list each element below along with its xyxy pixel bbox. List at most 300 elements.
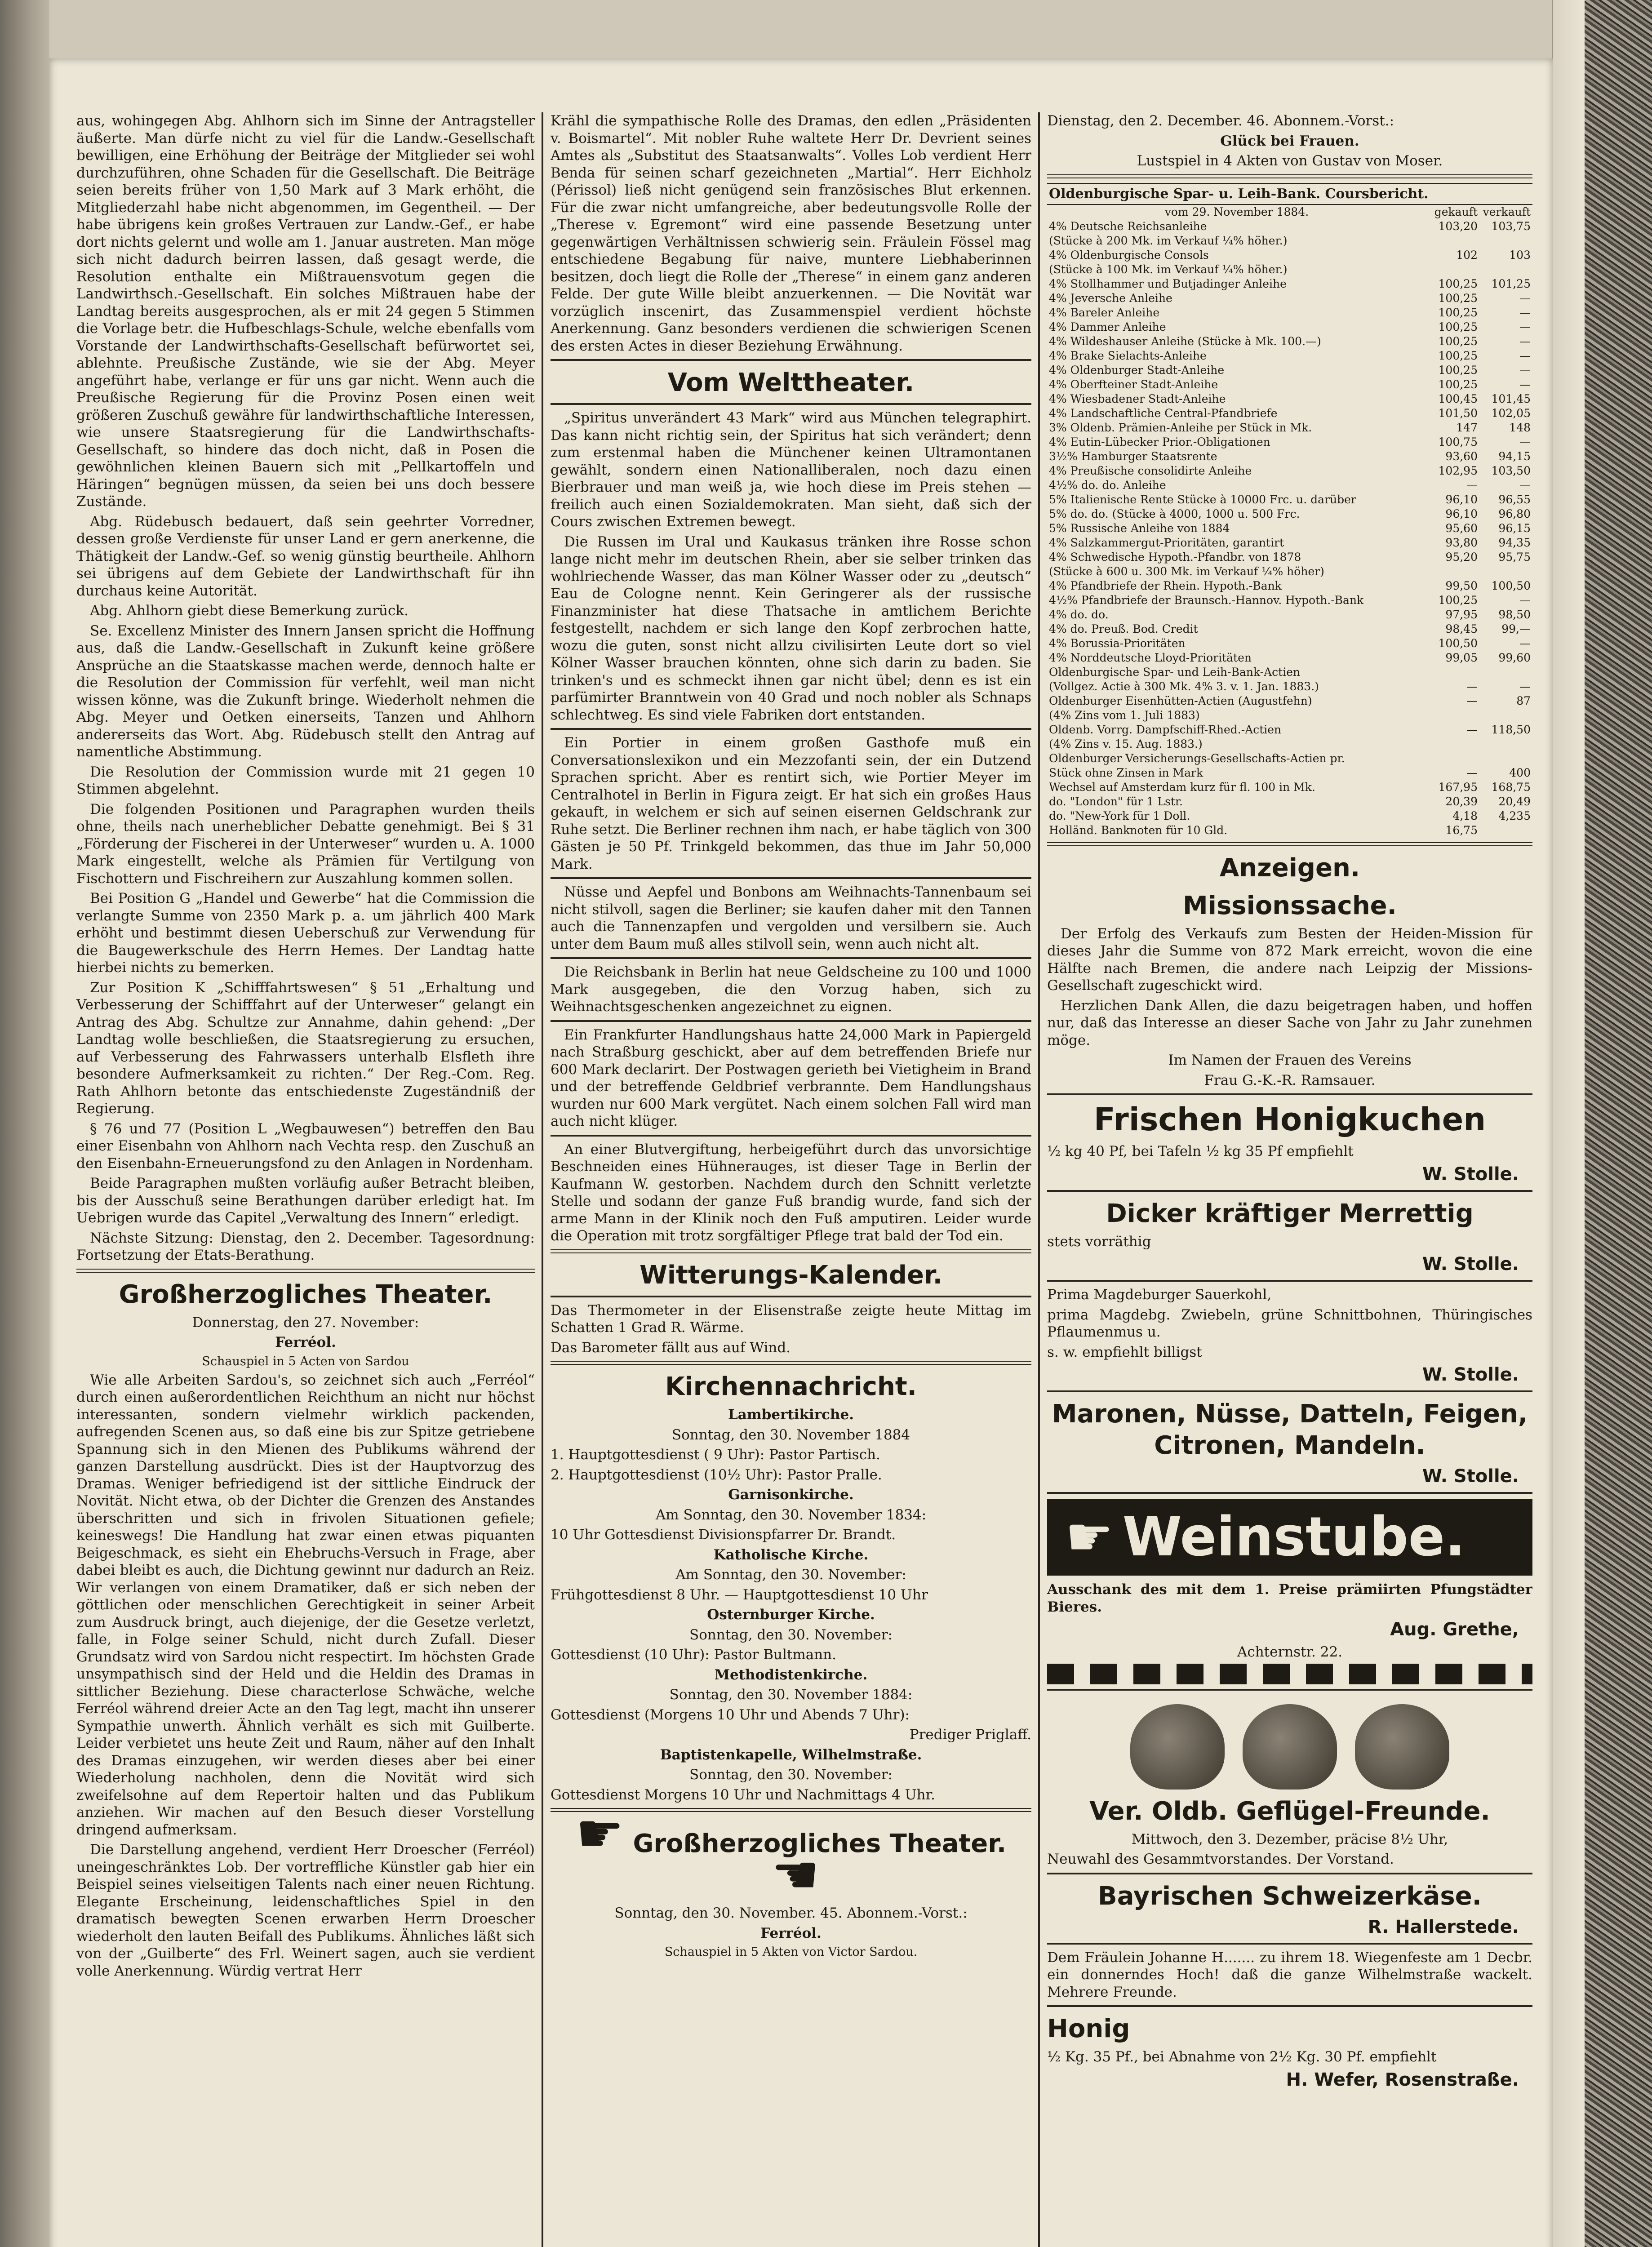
kurs-row [1047,421,1532,435]
kurs-row [1047,234,1532,248]
kurs-row [1047,550,1532,564]
section-divider [1047,1873,1532,1874]
kurs-bought [1426,708,1479,723]
kurs-sold: — [1519,679,1531,693]
kurs-sold: — [1519,349,1531,362]
church-line: Prediger Priglaff. [909,1727,1031,1743]
kurs-sold: 98,50 [1498,608,1531,621]
kurs-sold: 100,50 [1491,579,1531,592]
kurs-security: 4% Borussia-Prioritäten [1049,636,1186,650]
kurs-row [1047,478,1532,493]
kurs-row [1047,694,1532,708]
sauerkohl-line: Prima Magdeburger Sauerkohl, [1047,1287,1272,1303]
theater2-play: Ferréol. [760,1925,822,1941]
sauerkohl-sig: W. Stolle. [1422,1364,1519,1385]
paragraph: Die Russen im Ural und Kaukasus tränken ihre Rosse schon lange nicht mehr im deutschen Rhein, aber sie selber trinken das wohlriechende Wasser, das man Kölner Wasser oder zu „deutsch“ Eau de Cologne nennt. Kein Geringerer als der russische Finanzminister hat diese Thatsache in amtlichem Berichte festgestellt, nachdem er sich lange den Kopf zerbrochen hatte, wozu die guten, sonst nicht allzu civilisirten Leute dort so viel Kölner Wasser brauchen könnten, ohne sich darin zu baden. Sie trinken's und es schmeckt ihnen gar nicht übel; denn es ist ein parfümirter Branntwein von 40 Grad und noch nobler als Schnaps schlechtweg. Es sind viele Fabriken dort entstanden. [551,533,1031,723]
kurs-row [1047,493,1532,507]
kirchen-heading: Kirchennachricht. [665,1372,917,1401]
kurs-sold: 96,15 [1498,521,1531,535]
kurs-bought: 167,95 [1438,780,1478,794]
kurs-bought: 100,25 [1438,320,1478,333]
kurs-sold [1479,665,1532,679]
section-divider [551,728,1031,730]
kurs-sold: 99,60 [1498,651,1531,664]
kurs-security: 4% Pfandbriefe der Rhein. Hypoth.-Bank [1049,579,1282,592]
church-name: Methodistenkirche. [714,1666,868,1683]
kurs-row [1047,679,1532,694]
kurs-row [1047,780,1532,795]
kurs-security: (Stücke à 600 u. 300 Mk. im Verkauf ¼% höher) [1049,564,1324,578]
kurs-row [1047,737,1532,751]
kurs-sold: — [1519,306,1531,319]
theater-date: Donnerstag, den 27. November: [192,1314,419,1331]
gefluegel-line: Mittwoch, den 3. Dezember, präcise 8½ Uhr, [1131,1831,1448,1847]
kurs-security: 4% Oldenburger Stadt-Anleihe [1049,363,1225,377]
kurs-security: Holländ. Banknoten für 10 Gld. [1049,823,1228,837]
rooster-icon [1130,1704,1225,1790]
weinstube-sig: Aug. Grethe, [1390,1619,1519,1640]
gefluegel-line: Neuwahl des Gesammtvorstandes. Der Vorstand. [1047,1851,1394,1867]
kurs-security: 4% Salzkammergut-Prioritäten, garantirt [1049,536,1284,549]
section-divider [1047,2005,1532,2007]
paragraph: Ein Portier in einem großen Gasthofe muß ein Conversationslexikon und ein Mezzofanti sein, der ein Dutzend Sprachen spricht. Aber es rentirt sich, wie Portier Meyer im Centralhotel in Berlin in Figura zeigt. Er hat sich ein großes Haus gekauft, in welchem er sich auf seinen eisernen Geldschrank zur Ruhe setzt. Die Berliner rechnen ihm nach, er habe täglich von 300 Gästen je 50 Pf. Trinkgeld bekommen, das thue im Jahr 50,000 Mark. [551,735,1031,872]
paragraph: Wie alle Arbeiten Sardou's, so zeichnet sich auch „Ferréol“ durch einen außerordentlichen Reichthum an nicht nur höchst interessanten, sondern vielmehr wirklich packenden, aufregenden Scenen aus, so daß eine bis zur Spitze getriebene Spannung sich in den Mienen des Publikums während der ganzen Darstellung ausdrückt. Dies ist der Hauptvorzug des Dramas. Weniger befriedigend ist der sittliche Eindruck der Novität. Nicht etwa, ob der Dichter die Grenzen des Anstandes überschritten und sich in frivolen Situationen gefiele; keineswegs! Die Handlung hat zwar einen etwas piquanten Beigeschmack, es sieht ein Ehebruchs-Versuch in Frage, aber dabei bleibt es auch, die Dichtung gewinnt nur dadurch an Reiz. Wir verlangen von einem Dramatiker, daß er sich neben der göttlichen oder menschlichen Gerechtigkeit in seiner Arbeit zum Ausdruck bringt, auch diejenige, der die Gesetze verletzt, falle, in Folge seiner Schuld, nicht durch Zufall. Dieser Grundsatz wird von Sardou nicht respectirt. Im höchsten Grade unsympathisch sind der Held und die Heldin des Dramas in sittlicher Beziehung. Diese characterlose Schwäche, welche Ferréol während dreier Acte an den Tag legt, macht ihn unserer Sympathie unwerth. Ähnlich verhält es sich mit Guilberte. Leider verbietet uns heute Zeit und Raum, näher auf den Inhalt des Dramas einzugehen, wir werden dieses aber bei einer Wiederholung nachholen, denn die Novität wird sich zweifelsohne auf dem Repertoir halten und das Publikum anziehen. Wir machen auf den Besuch dieser Vorstellung dringend aufmerksam. [76,1372,535,1838]
section-divider [1047,842,1532,846]
kurs-security: 4% Jeversche Anleihe [1049,291,1172,305]
church-name: Garnisonkirche. [728,1487,854,1503]
chick-icon [1355,1704,1449,1790]
kurs-security: Oldenburger Versicherungs-Gesellschafts-Actien pr. [1049,751,1345,765]
witterung-heading: Witterungs-Kalender. [639,1260,942,1290]
kurs-security: (Vollgez. Actie à 300 Mk. 4% 3. v. 1. Jan. 1883.) [1049,679,1319,693]
kurs-bought: 16,75 [1445,823,1478,837]
marbled-cover [1585,0,1652,2247]
section-divider [76,1269,535,1273]
kurs-bought [1426,751,1479,766]
kurs-security: 4% Stollhammer und Butjadinger Anleihe [1049,277,1287,290]
section-divider [551,359,1031,361]
maronen-sig: W. Stolle. [1422,1466,1519,1487]
kurs-row [1047,219,1532,234]
paragraph: Zur Position K „Schifffahrtswesen“ § 51 „Erhaltung und Verbesserung der Schifffahrt auf der Unterweser“ gelangt ein Antrag des Abg. Schultze zur Annahme, dahin gehend: „Der Landtag wolle beschließen, die Staatsregierung zu ersuchen, auf Verbesserung des Fahrwassers unterhalb Elsfleth ihre besondere Aufmerksamkeit zu richten.“ Der Reg.-Com. Reg. Rath Ahlhorn betonte das entschiedenste Zugeständniß der Regierung. [76,979,535,1117]
kurs-bought: 103,20 [1438,219,1478,233]
mission-heading: Missionssache. [1183,891,1397,920]
kurs-row [1047,291,1532,306]
section-divider [1047,1492,1532,1494]
paragraph: Die Resolution der Commission wurde mit 21 gegen 10 Stimmen abgelehnt. [76,764,535,797]
section-divider [1047,1689,1532,1691]
kurs-bought: 4,18 [1452,809,1478,822]
kurs-sold [1479,234,1532,248]
kurs-sold [1479,708,1532,723]
section-divider [551,1361,1031,1365]
kurs-sold: 168,75 [1491,780,1531,794]
kurs-row [1047,334,1532,349]
paragraph: Abg. Rüdebusch bedauert, daß sein geehrter Vorredner, dessen große Verdienste für unser Land er gern anerkenne, die Thätigkeit der Landw.-Gef. so wenig günstig beurtheile. Ahlhorn sei übrigens auf dem Gebiete der Landwirthschaft für ihn durchaus keine Autorität. [76,513,535,599]
kurs-col-b: verkauft [1483,205,1531,218]
kurs-row [1047,823,1532,838]
johanne-line: Dem Fräulein Johanne H....... zu ihrem 18. Wiegenfeste am 1 Decbr. ein donnerndes Hoch! daß die ganze Wilhelmstraße wackelt. Mehrere Freunde. [1047,1949,1532,2000]
kurs-bought: 100,25 [1438,363,1478,377]
sauerkohl-line: prima Magdebg. Zwiebeln, grüne Schnittbohnen, Thüringisches Pflaumenmus u. [1047,1306,1532,1340]
merrettig-sig: W. Stolle. [1422,1254,1519,1274]
kurs-bought: 96,10 [1445,507,1478,520]
kurs-security: 5% do. do. (Stücke à 4000, 1000 u. 500 Frc. [1049,507,1300,520]
kurs-table [1047,183,1532,838]
kurs-bought: 99,05 [1445,651,1478,664]
paragraph: Die Reichsbank in Berlin hat neue Geldscheine zu 100 und 1000 Mark ausgegeben, die den Vorzug haben, sich zu Weihnachtsgeschenken angezeichnet zu eignen. [551,964,1031,1015]
kurs-sold: — [1519,593,1531,607]
witterung-line: Das Thermometer in der Elisenstraße zeigte heute Mittag im Schatten 1 Grad R. Wärme. [551,1302,1031,1336]
kurs-bought [1426,234,1479,248]
page-edge [1552,0,1585,2247]
column-rule [542,112,543,2247]
kurs-security: 4% Norddeutsche Lloyd-Prioritäten [1049,651,1252,664]
church-line: Am Sonntag, den 30. November 1834: [655,1506,927,1523]
paragraph: Nüsse und Aepfel und Bonbons am Weihnachts-Tannenbaum sei nicht stilvoll, sagen die Berliner; sie kaufen daher mit den Tannen auch die Tannenzapfen und vergolden und versilbern sie. Auch unter dem Baum muß alles stilvoll sein, wenn auch nicht alt. [551,884,1031,952]
section-divider [551,1296,1031,1297]
kurs-row [1047,636,1532,651]
kurs-row [1047,809,1532,823]
church-line: Gottesdienst (Morgens 10 Uhr und Abends 7 Uhr): [551,1706,910,1723]
kurs-sold [1479,737,1532,751]
honigkuchen-sig: W. Stolle. [1422,1163,1519,1185]
church-line: Am Sonntag, den 30. November: [675,1567,906,1583]
kurs-security: 5% Russische Anleihe von 1884 [1049,521,1230,535]
kurs-sold: 400 [1509,766,1531,779]
kurs-sold: 99,— [1501,622,1531,635]
kurs-security: (4% Zins vom 1. Juli 1883) [1049,708,1200,722]
theater-subtitle: Schauspiel in 5 Acten von Sardou [202,1354,409,1368]
weinstube-address: Achternstr. 22. [1237,1644,1343,1660]
sauerkohl-line: s. w. empfiehlt billigst [1047,1344,1202,1360]
kurs-row [1047,248,1532,262]
kurs-sold: — [1519,334,1531,348]
kurs-security: 3% Oldenb. Prämien-Anleihe per Stück in Mk. [1049,421,1312,434]
kurs-bought: 100,25 [1438,349,1478,362]
kurs-security: Oldenburgische Spar- und Leih-Bank-Actien [1049,665,1301,679]
section-divider [1047,174,1532,178]
kurs-bought [1426,262,1479,277]
kurs-row [1047,277,1532,291]
church-name: Lambertikirche. [728,1407,854,1423]
kurs-security: 4% Schwedische Hypoth.-Pfandbr. von 1878 [1049,550,1301,564]
kurs-bought: 101,50 [1438,406,1478,420]
kurs-sold: 102,05 [1491,406,1531,420]
section-divider [551,1020,1031,1022]
kurs-row [1047,363,1532,377]
church-line: Gottesdienst Morgens 10 Uhr und Nachmittags 4 Uhr. [551,1786,935,1803]
church-line: Gottesdienst (10 Uhr): Pastor Bultmann. [551,1647,837,1663]
kurs-bought: 97,95 [1445,608,1478,621]
kurs-bought: 147 [1456,421,1478,434]
kurs-bought: 95,20 [1445,550,1478,564]
kurs-sold: 96,80 [1498,507,1531,520]
kurs-security: (Stücke à 100 Mk. im Verkauf ¼% höher.) [1049,262,1288,276]
kurs-row [1047,435,1532,449]
kurs-bought: 100,25 [1438,277,1478,290]
pointing-hand-icon: ☚ [771,1844,820,1906]
kurs-row [1047,507,1532,521]
kurs-sold: 95,75 [1498,550,1531,564]
kurs-security: (4% Zins v. 15. Aug. 1883.) [1049,737,1203,750]
hen-icon [1243,1704,1337,1790]
kurs-bought: 95,60 [1445,521,1478,535]
section-divider [551,403,1031,405]
decorative-border [1047,1664,1532,1684]
pointing-hand-icon: ☛ [575,1803,624,1865]
kurs-sold: 103,50 [1491,464,1531,477]
kurs-row [1047,665,1532,679]
kurs-sold [1479,262,1532,277]
paragraph: Herzlichen Dank Allen, die dazu beigetragen haben, und hoffen nur, daß das Interesse an dieser Sache von Jahr zu Jahr zunehmen möge. [1047,997,1532,1048]
kurs-bought [1426,564,1479,579]
paragraph: „Spiritus unverändert 43 Mark“ wird aus München telegraphirt. Das kann nicht richtig sein, der Spiritus hat sich verändert; denn zum erstenmal haben die Münchener keinen Ultramontanen gewählt, sondern einen Nationalliberalen, noch dazu einen Bierbrauer und man weiß ja, wie hoch diese im Preis stehen — freilich auch einen Sozialdemokraten. Man sieht, daß sich der Cours zwischen Extremen bewegt. [551,410,1031,530]
kurs-bought: 98,45 [1445,622,1478,635]
paragraph: Die folgenden Positionen und Paragraphen wurden theils ohne, theils nach unerheblicher Debatte genehmigt. Bei § 31 „Förderung der Fischerei in der Unterweser“ wurden u. A. 1000 Mark eingestellt, welche als Prämien für Vertilgung von Fischottern und Fischreihern zur Auszahlung kommen sollen. [76,801,535,887]
kurs-security: 4% Oldenburgische Consols [1049,248,1209,262]
paragraph: § 76 und 77 (Position L „Wegbauwesen“) betreffen den Bau einer Eisenbahn von Ahlhorn nach Vechta resp. den Zuschuß an den Eisenbahn-Erneuerungsfond zu den Anlagen in Nordenham. [76,1120,535,1172]
section-divider [1047,1280,1532,1282]
kurs-bought: 93,80 [1445,536,1478,549]
paragraph: aus, wohingegen Abg. Ahlhorn sich im Sinne der Antragsteller äußerte. Man dürfe nicht zu viel für die Landw.-Gesellschaft bewilligen, eine Erhöhung der Beiträge der Mitglieder sei wohl durchzuführen, ohne Schaden für die Gesellschaft. Die Beiträge seien bereits früher von 1,50 Mark auf 3 Mark erhöht, die Mitgliederzahl habe nicht abgenommen, im Gegentheil. — Der habe übrigens kein großes Vertrauen zur Landw.-Gef., er habe dort nichts gelernt und wolle am 1. Januar austreten. Man möge sich nicht dadurch beirren lassen, daß gesagt werde, die Resolution enthalte ein Mißtrauensvotum gegen die Landwirthsch.-Gesellschaft. Ein solches Mißtrauen habe der Landtag bereits ausgesprochen, als er mit 24 gegen 5 Stimmen die Vorlage betr. die Hufbeschlags-Schule, welche ebenfalls vom Vorstande der Landwirthschafts-Gesellschaft befürwortet sei, ablehnte. Preußische Zustände, wie sie der Abg. Meyer angeführt habe, verlange er für uns gar nicht. Wenn auch die Preußische Regierung für die Provinz Posen einen weit größeren Zuschuß gewähre für landwirthschaftliche Interessen, wie unsere Staatsregierung für die Landwirthschafts-Gesellschaft, so hindere das doch nicht, daß in Posen die gewöhnlichen kleinen Bauern sich mit „Pellkartoffeln und Häringen“ begnügen müssen, da seien bei uns doch bessere Zustände. [76,113,535,510]
column-3 [1047,112,1532,2094]
kurs-security: 4% Wildeshauser Anleihe (Stücke à Mk. 100.—) [1049,334,1321,348]
church-line: Sonntag, den 30. November 1884 [671,1426,910,1443]
paragraph: An einer Blutvergiftung, herbeigeführt durch das unvorsichtige Beschneiden eines Hühnerauges, ist dieser Tage in Berlin der Kaufmann W. gestorben. Nachdem durch den Schnitt verletzte Stelle und sodann der ganze Fuß brandig wurde, fand sich der arme Mann in der Klinik noch den Fuß amputiren. Leider wurde die Operation mit trotz sorgfältiger Pflege trat bald der Tod ein. [551,1141,1031,1244]
kurs-security: 4% Preußische consolidirte Anleihe [1049,464,1252,477]
kurs-bought [1426,737,1479,751]
paragraph: Der Erfolg des Verkaufs zum Besten der Heiden-Mission für dieses Jahr die Summe von 872 Mark erreicht, wovon die eine Hälfte nach Bremen, die andere nach Leipzig der Missions-Gesellschaft zugeschickt wird. [1047,925,1532,994]
section-divider [1047,1943,1532,1945]
kurs-sold: 87 [1516,694,1531,707]
kurs-sold: 96,55 [1498,493,1531,506]
kurs-sold: — [1519,636,1531,650]
kurs-sold: 94,35 [1498,536,1531,549]
kurs-security: Oldenb. Vorrg. Dampfschiff-Rhed.-Actien [1049,723,1282,736]
kurs-bought: 100,75 [1438,435,1478,449]
church-name: Baptistenkapelle, Wilhelmstraße. [660,1746,922,1763]
kurs-row [1047,766,1532,780]
paragraph: Nächste Sitzung: Dienstag, den 2. December. Tagesordnung: Fortsetzung der Etats-Berathung. [76,1230,535,1263]
kurs-security: 5% Italienische Rente Stücke à 10000 Frc. u. darüber [1049,493,1356,506]
section-divider [551,877,1031,879]
kurs-row [1047,449,1532,464]
kurs-sold: 103 [1509,248,1531,262]
witterung-line: Das Barometer fällt aus auf Wind. [551,1339,791,1356]
kurs-bought: 100,25 [1438,377,1478,391]
section-divider [1047,1390,1532,1392]
paragraph: Krähl die sympathische Rolle des Dramas, den edlen „Präsidenten v. Boismartel“. Mit nobler Ruhe waltete Herr Dr. Devrient seines Amtes als „Substitut des Staatsanwalts“. Volles Lob verdient Herr Benda für seinen scharf gezeichneten „Martial“. Herr Eichholz (Périssol) ließ nicht genügend sein französisches Blut erkennen. Für die zwar nicht umfangreiche, aber bedeutungsvolle Rolle der „Therese v. Egremont“ wird eine passende Besetzung unter gegenwärtigen Verhältnissen schwierig sein. Fräulein Fössel mag entschiedene Begabung für naive, muntere Liebhaberinnen besitzen, doch liegt die Rolle der „Therese“ in einem ganz anderen Felde. Der gute Wille bleibt anzuerkennen. — Die Novität war vorzüglich inscenirt, das Zusammenspiel verdient höchste Anerkennung. Ganz besonders verdienen die schwierigen Scenen des ersten Actes in dieser Beziehung Erwähnung. [551,113,1031,354]
kurs-sold: 101,25 [1491,277,1531,290]
kurs-row [1047,306,1532,320]
kurs-sold: 20,49 [1498,795,1531,808]
kurs-sold [1479,823,1532,838]
kurs-security: 4% Brake Sielachts-Anleihe [1049,349,1207,362]
column-rule [1038,112,1040,2247]
kurs-bought: — [1466,723,1478,736]
kurs-sold: 4,235 [1498,809,1531,822]
kurs-bought: — [1466,478,1478,492]
theater-heading: Großherzogliches Theater. [119,1279,493,1309]
weinstube-banner [1047,1499,1532,1576]
column-2 [551,112,1031,1962]
kurs-row [1047,406,1532,421]
kurs-security: 4% Bareler Anleihe [1049,306,1160,319]
honig2-title: Honig [1047,2014,1130,2043]
church-name: Katholische Kirche. [713,1546,869,1563]
section-divider [1047,1093,1532,1095]
welttheater-heading: Vom Welttheater. [667,368,915,397]
kurs-bought: 96,10 [1445,493,1478,506]
kurs-row [1047,579,1532,593]
kurs-sold: 103,75 [1491,219,1531,233]
kurs-security: 4% Oberfteiner Stadt-Anleihe [1049,377,1218,391]
theater2-title: Großherzogliches Theater. [633,1829,1007,1858]
anzeigen-heading: Anzeigen. [1219,853,1360,883]
church-line: Sonntag, den 30. November 1884: [669,1687,913,1703]
church-line: 2. Hauptgottesdienst (10½ Uhr): Pastor Pralle. [551,1466,882,1483]
section-divider [551,1135,1031,1137]
kurs-security: 4% do. Preuß. Bod. Credit [1049,622,1198,635]
kurs-security: Wechsel auf Amsterdam kurz für fl. 100 in Mk. [1049,780,1315,794]
kurs-row [1047,593,1532,608]
kurs-bought: 100,25 [1438,306,1478,319]
kurs-sold: — [1519,320,1531,333]
theater-play: Ferréol. [275,1334,336,1350]
kurs-security: 4% Deutsche Reichsanleihe [1049,219,1207,233]
kurs-row [1047,320,1532,334]
kurs-row [1047,651,1532,665]
poultry-illustration [1047,1695,1532,1790]
theater2-heading [551,1803,1031,1906]
kurs-row [1047,608,1532,622]
kurs-sold: — [1519,478,1531,492]
theater-notice-line: Lustspiel in 4 Akten von Gustav von Moser. [1137,153,1443,169]
merrettig-title: Dicker kräftiger Merrettig [1106,1199,1474,1228]
paragraph: Frau G.-K.-R. Ramsauer. [1204,1072,1376,1088]
kurs-date: vom 29. November 1884. [1164,205,1309,218]
kurs-col-a: gekauft [1434,205,1478,218]
kurs-row [1047,377,1532,392]
kurs-security: 3½% Hamburger Staatsrente [1049,449,1217,463]
church-line: 10 Uhr Gottesdienst Divisionspfarrer Dr. Brandt. [551,1527,896,1543]
kurs-bought: 100,50 [1438,636,1478,650]
kurs-row [1047,564,1532,579]
kurs-row [1047,392,1532,406]
kurs-bought: 20,39 [1445,795,1478,808]
kurs-security: 4½% do. do. Anleihe [1049,478,1166,492]
kurs-row [1047,708,1532,723]
honigkuchen-title: Frischen Honigkuchen [1093,1101,1486,1138]
theater2-line: Schauspiel in 5 Akten von Victor Sardou. [664,1945,918,1959]
kurs-bought: 100,25 [1438,291,1478,305]
theater-notice: Dienstag, den 2. December. 46. Abonnem.-Vorst.: [1047,113,1394,129]
section-divider [551,957,1031,959]
paragraph: Die Darstellung angehend, verdient Herr Droescher (Ferréol) uneingeschränktes Lob. Der vortreffliche Künstler gab hier ein Beispiel seines vielseitigen Talents nach einer neuen Richtung. Elegante Erscheinung, leidenschaftliches Spiel in den dramatisch bewegten Scenen erwarben Herrn Droescher wiederholt den lauten Beifall des Publikums. Ähnliches läßt sich von der „Guilberte“ des Frl. Weinert sagen, auch sie verdient volle Anerkennung. Würdig vertrat Herr [76,1842,535,1979]
column-1 [76,112,535,1982]
kurs-row [1047,521,1532,536]
paragraph: Abg. Ahlhorn giebt diese Bemerkung zurück. [90,603,409,619]
paragraph: Ein Frankfurter Handlungshaus hatte 24,000 Mark in Papiergeld nach Straßburg geschickt, aber auf dem betreffenden Briefe nur 600 Mark declarirt. Der Postwagen gerieth bei Vietigheim in Brand und der betreffende Geldbrief verbrannte. Dem Handlungshaus wurden nur 600 Mark vergütet. Nach einem solchen Fall wird man auch nicht klüger. [551,1026,1031,1129]
honig2-sig: H. Wefer, Rosenstraße. [1286,2069,1519,2090]
church-line: 1. Hauptgottesdienst ( 9 Uhr): Pastor Partisch. [551,1447,880,1463]
maronen-title: Maronen, Nüsse, Datteln, Feigen, Citronen, Mandeln. [1052,1399,1528,1460]
church-line: Sonntag, den 30. November: [689,1767,893,1783]
kurs-bought: 99,50 [1445,579,1478,592]
kurs-row [1047,622,1532,636]
kurs-row [1047,464,1532,478]
paragraph: Bei Position G „Handel und Gewerbe“ hat die Commission die verlangte Summe von 2350 Mark p. a. um jährlich 400 Mark erhöht und bestimmt diesen Ueberschuß zur Verwendung für die Baugewerkschule des Herrn Hemes. Der Landtag hatte hierbei nichts zu bemerken. [76,890,535,976]
newspaper-page [49,58,1553,2247]
kurs-security: Oldenburger Eisenhütten-Actien (Augustfehn) [1049,694,1312,707]
kurs-security: 4% Wiesbadener Stadt-Anleihe [1049,392,1226,405]
weinstube-line: Ausschank des mit dem 1. Preise prämiirten Pfungstädter Bieres. [1047,1581,1532,1615]
theater2-line: Sonntag, den 30. November. 45. Abonnem.-Vorst.: [614,1905,968,1921]
kurs-title: Oldenburgische Spar- u. Leih-Bank. Coursbericht. [1047,183,1532,204]
kurs-sold: 94,15 [1498,449,1531,463]
section-divider [551,1249,1031,1253]
kurs-bought: 102 [1456,248,1478,262]
kurs-security: (Stücke à 200 Mk. im Verkauf ¼% höher.) [1049,234,1288,247]
kurs-bought: — [1466,679,1478,693]
kurs-sold: — [1519,363,1531,377]
kurs-security: do. "London" für 1 Lstr. [1049,795,1183,808]
kurs-bought: 102,95 [1438,464,1478,477]
kurs-row [1047,723,1532,737]
kurs-security: 4% do. do. [1049,608,1109,621]
gefluegel-title: Ver. Oldb. Geflügel-Freunde. [1089,1796,1490,1826]
kurs-bought: — [1466,766,1478,779]
kurs-bought: 100,45 [1438,392,1478,405]
kurs-sold [1479,751,1532,766]
kurs-bought: — [1466,694,1478,707]
kurs-row [1047,751,1532,766]
kurs-row [1047,536,1532,550]
paragraph: Im Namen der Frauen des Vereins [1168,1052,1412,1068]
paragraph: Se. Excellenz Minister des Innern Jansen spricht die Hoffnung aus, daß die Landw.-Gesellschaft in Zukunft keine größere Ansprüche an die Staatskasse machen werde, dennoch halte er die Resolution der Commission für verfehlt, weil man nicht wissen könne, was die Zukunft bringe. Wiederholt nehmen die Abg. Meyer und Oetken einerseits, Tanzen und Ahlhorn andererseits das Wort. Abg. Rüdebusch stellt den Antrag auf namentliche Abstimmung. [76,622,535,760]
kurs-sold: 148 [1509,421,1531,434]
honigkuchen-line: ½ kg 40 Pf, bei Tafeln ½ kg 35 Pf empfiehlt [1047,1143,1354,1159]
church-name: Osternburger Kirche. [707,1607,875,1623]
kurs-bought: 93,60 [1445,449,1478,463]
weinstube-title: Weinstube. [1122,1506,1465,1568]
book-binding [0,0,49,2247]
kurs-sold: — [1519,377,1531,391]
kaese-title: Bayrischen Schweizerkäse. [1098,1881,1482,1911]
kurs-sold: — [1519,291,1531,305]
kurs-bought [1426,665,1479,679]
honig2-line: ½ Kg. 35 Pf., bei Abnahme von 2½ Kg. 30 Pf. empfiehlt [1047,2049,1437,2065]
kurs-security: 4½% Pfandbriefe der Braunsch.-Hannov. Hypoth.-Bank [1049,593,1364,607]
kurs-sold: — [1519,435,1531,449]
kurs-row [1047,349,1532,363]
kurs-sold: 118,50 [1491,723,1531,736]
kurs-security: 4% Landschaftliche Central-Pfandbriefe [1049,406,1278,420]
paragraph: Beide Paragraphen mußten vorläufig außer Betracht bleiben, bis der Ausschuß seine Berathungen darüber erledigt hat. Im Uebrigen wurde das Capitel „Verwaltung des Innern“ erledigt. [76,1175,535,1226]
kurs-sold: 101,45 [1491,392,1531,405]
kurs-security: 4% Dammer Anleihe [1049,320,1166,333]
kurs-security: Stück ohne Zinsen in Mark [1049,766,1203,779]
kurs-row [1047,795,1532,809]
section-divider [1047,1190,1532,1192]
kurs-security: do. "New-York für 1 Doll. [1049,809,1190,822]
kurs-sold [1479,564,1532,579]
pointing-hand-icon: ☛ [1065,1506,1114,1568]
kurs-bought: 100,25 [1438,593,1478,607]
theater-notice-play: Glück bei Frauen. [1220,133,1359,149]
kaese-sig: R. Hallerstede. [1368,1916,1519,1937]
